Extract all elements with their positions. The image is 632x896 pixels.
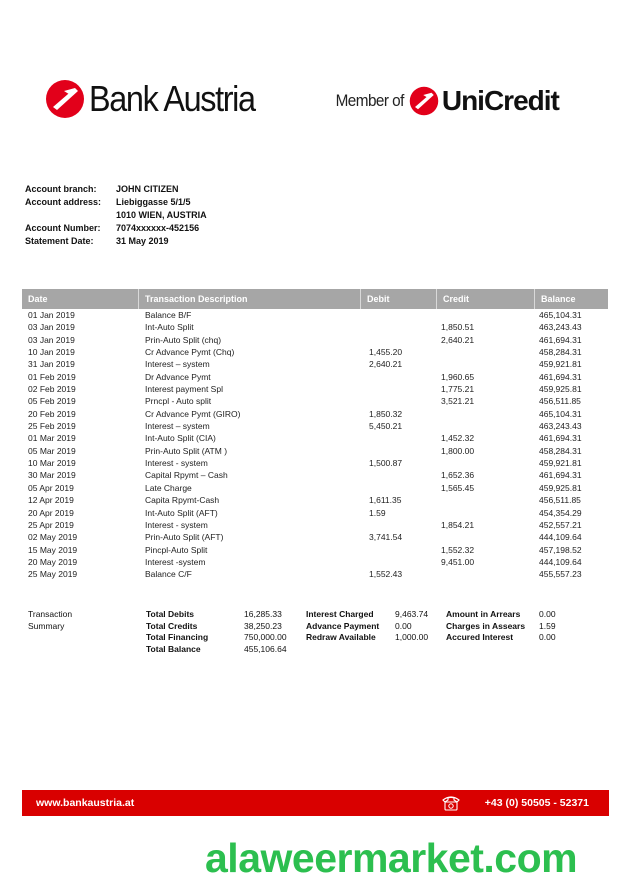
row-date: 05 Mar 2019 xyxy=(28,445,76,456)
table-row xyxy=(22,358,608,370)
row-balance: 461,694.31 xyxy=(539,371,582,382)
summary-label: Amount in Arrears xyxy=(446,609,521,619)
row-description: Late Charge xyxy=(145,482,192,493)
row-balance: 465,104.31 xyxy=(539,408,582,419)
member-of-label: Member of xyxy=(335,91,404,110)
row-balance: 457,198.52 xyxy=(539,544,582,555)
account-details xyxy=(25,183,207,248)
row-description: Cr Advance Pymt (GIRO) xyxy=(145,408,241,419)
watermark-text: alaweermarket.com xyxy=(205,835,578,881)
row-balance: 463,243.43 xyxy=(539,421,582,432)
table-row xyxy=(22,531,608,543)
row-debit: 3,741.54 xyxy=(369,532,403,543)
row-balance: 463,243.43 xyxy=(539,322,582,333)
summary-value: 9,463.74 xyxy=(395,609,429,619)
row-debit: 1.59 xyxy=(369,507,386,518)
row-date: 01 Feb 2019 xyxy=(28,371,76,382)
row-date: 12 Apr 2019 xyxy=(28,495,74,506)
table-row xyxy=(22,321,608,333)
table-row xyxy=(22,383,608,395)
row-credit xyxy=(437,568,535,580)
row-credit xyxy=(437,531,535,543)
row-debit xyxy=(361,482,437,494)
brand-name: Bank Austria xyxy=(89,78,255,119)
field-value: 7074xxxxxx-452156 xyxy=(116,223,200,233)
summary-value: 750,000.00 xyxy=(244,632,287,643)
summary-value: 1.59 xyxy=(539,620,556,631)
row-date: 30 Mar 2019 xyxy=(28,470,76,481)
field-label: Account branch: xyxy=(25,184,97,194)
summary-label: Accured Interest xyxy=(446,632,514,643)
row-debit xyxy=(361,445,437,457)
summary-totals xyxy=(146,609,287,656)
row-description: Dr Advance Pymt xyxy=(145,371,211,382)
summary-item xyxy=(446,621,556,633)
summary-value: 1,000.00 xyxy=(395,632,429,643)
table-row xyxy=(22,371,608,383)
summary-label: Total Credits xyxy=(146,620,198,631)
row-debit: 1,455.20 xyxy=(369,347,403,358)
summary-item xyxy=(306,621,428,633)
row-debit: 2,640.21 xyxy=(369,359,403,370)
row-balance: 461,694.31 xyxy=(539,433,582,444)
row-description: Prin-Auto Split (ATM ) xyxy=(145,445,228,456)
row-description: Prin-Auto Split (AFT) xyxy=(145,532,224,543)
table-row xyxy=(22,457,608,469)
summary-interest xyxy=(306,609,428,644)
row-credit xyxy=(437,507,535,519)
row-credit: 1,850.51 xyxy=(441,322,475,333)
summary-item xyxy=(146,644,287,656)
row-date: 20 May 2019 xyxy=(28,556,78,567)
summary-item xyxy=(446,632,556,644)
row-date: 25 Apr 2019 xyxy=(28,519,74,530)
row-date: 05 Apr 2019 xyxy=(28,482,74,493)
column-header-description: Transaction Description xyxy=(139,289,361,309)
row-balance: 444,109.64 xyxy=(539,532,582,543)
row-credit xyxy=(437,494,535,506)
row-date: 01 Mar 2019 xyxy=(28,433,76,444)
row-date: 03 Jan 2019 xyxy=(28,322,75,333)
row-credit: 1,452.32 xyxy=(441,433,475,444)
row-description: Interest – system xyxy=(145,359,210,370)
column-header-debit: Debit xyxy=(361,289,437,309)
statement-date-row xyxy=(25,235,207,248)
bank-austria-logo xyxy=(45,78,273,120)
summary-value: 0.00 xyxy=(539,609,556,619)
row-description: Pincpl-Auto Split xyxy=(145,544,208,555)
row-description: Interest -system xyxy=(145,556,206,567)
partner-name: UniCredit xyxy=(441,85,559,116)
row-credit: 1,652.36 xyxy=(441,470,475,481)
summary-label: Total Balance xyxy=(146,644,201,655)
account-number-row xyxy=(25,222,207,235)
row-description: Interest payment Spl xyxy=(145,384,223,395)
row-date: 10 Mar 2019 xyxy=(28,458,76,469)
table-row xyxy=(22,519,608,531)
table-row xyxy=(22,494,608,506)
column-header-balance: Balance xyxy=(541,294,576,304)
row-balance: 465,104.31 xyxy=(539,310,582,320)
summary-label: Total Financing xyxy=(146,632,209,643)
summary-label: Redraw Available xyxy=(306,632,376,643)
row-balance: 456,511.85 xyxy=(539,495,581,506)
row-credit: 1,800.00 xyxy=(441,445,475,456)
row-credit xyxy=(437,309,535,321)
summary-item xyxy=(146,621,287,633)
row-balance: 454,354.29 xyxy=(539,507,582,518)
field-label: Statement Date: xyxy=(25,236,94,246)
summary-label: Total Debits xyxy=(146,609,195,619)
telephone-icon xyxy=(441,794,461,815)
row-debit xyxy=(361,321,437,333)
row-description: Interest - system xyxy=(145,458,208,469)
unicredit-logo xyxy=(328,85,559,117)
row-debit xyxy=(361,469,437,481)
column-header-credit: Credit xyxy=(437,289,535,309)
row-balance: 458,284.31 xyxy=(539,347,582,358)
row-description: Interest – system xyxy=(145,421,210,432)
row-debit xyxy=(361,383,437,395)
table-row xyxy=(22,346,608,358)
unicredit-emblem-icon xyxy=(45,79,85,119)
summary-item xyxy=(146,632,287,644)
row-description: Prncpl - Auto split xyxy=(145,396,212,407)
summary-label: Advance Payment xyxy=(306,620,380,631)
summary-value: 16,285.33 xyxy=(244,609,282,619)
row-date: 25 Feb 2019 xyxy=(28,421,76,432)
unicredit-emblem-icon xyxy=(409,86,439,116)
row-credit: 1,565.45 xyxy=(441,482,475,493)
row-debit xyxy=(361,544,437,556)
row-credit: 1,775.21 xyxy=(441,384,475,395)
summary-item xyxy=(446,609,556,621)
row-date: 01 Jan 2019 xyxy=(28,310,75,320)
row-description: Cr Advance Pymt (Chq) xyxy=(145,347,235,358)
summary-title xyxy=(28,609,72,632)
row-debit xyxy=(361,371,437,383)
row-date: 20 Feb 2019 xyxy=(28,408,76,419)
row-balance: 444,109.64 xyxy=(539,556,582,567)
column-header-date: Date xyxy=(22,289,139,309)
field-value: Liebiggasse 5/1/5 xyxy=(116,197,191,207)
row-credit xyxy=(437,457,535,469)
summary-value: 0.00 xyxy=(395,620,412,631)
row-date: 03 Jan 2019 xyxy=(28,334,75,345)
table-row xyxy=(22,568,608,580)
table-row xyxy=(22,334,608,346)
table-row xyxy=(22,482,608,494)
row-description: Capital Rpymt – Cash xyxy=(145,470,228,481)
summary-title-line2: Summary xyxy=(28,620,65,631)
table-row xyxy=(22,469,608,481)
row-balance: 459,921.81 xyxy=(539,359,582,370)
row-credit xyxy=(437,420,535,432)
row-credit: 9,451.00 xyxy=(441,556,475,567)
row-date: 05 Feb 2019 xyxy=(28,396,76,407)
row-description: Interest - system xyxy=(145,519,208,530)
row-date: 02 May 2019 xyxy=(28,532,78,543)
transactions-table xyxy=(22,289,608,581)
row-balance: 456,511.85 xyxy=(539,396,581,407)
row-balance: 459,925.81 xyxy=(539,482,582,493)
row-credit xyxy=(437,358,535,370)
row-debit xyxy=(361,309,437,321)
row-balance: 459,925.81 xyxy=(539,384,582,395)
field-value: 31 May 2019 xyxy=(116,236,169,246)
table-header xyxy=(22,289,608,309)
row-date: 20 Apr 2019 xyxy=(28,507,74,518)
row-description: Prin-Auto Split (chq) xyxy=(145,334,222,345)
summary-label: Charges in Assears xyxy=(446,620,526,631)
account-branch-row xyxy=(25,183,207,196)
row-debit xyxy=(361,395,437,407)
table-row xyxy=(22,556,608,568)
summary-item xyxy=(146,609,287,621)
row-balance: 459,921.81 xyxy=(539,458,582,469)
row-credit: 1,552.32 xyxy=(441,544,475,555)
account-address-row xyxy=(25,196,207,209)
row-date: 02 Feb 2019 xyxy=(28,384,76,395)
phone-number[interactable]: +43 (0) 50505 - 52371 xyxy=(484,797,589,809)
summary-value: 455,106.64 xyxy=(244,644,287,655)
row-description: Capita Rpymt-Cash xyxy=(145,495,220,506)
summary-label: Interest Charged xyxy=(306,609,374,619)
row-credit: 3,521.21 xyxy=(441,396,475,407)
row-credit: 2,640.21 xyxy=(441,334,475,345)
row-date: 10 Jan 2019 xyxy=(28,347,75,358)
row-description: Int-Auto Split xyxy=(145,322,194,333)
footer-bar xyxy=(22,790,609,816)
row-date: 15 May 2019 xyxy=(28,544,78,555)
website-link[interactable]: www.bankaustria.at xyxy=(36,797,135,809)
row-balance: 458,284.31 xyxy=(539,445,582,456)
table-body xyxy=(22,309,608,581)
row-description: Balance C/F xyxy=(145,569,192,580)
row-debit xyxy=(361,334,437,346)
row-credit: 1,960.65 xyxy=(441,371,475,382)
row-balance: 461,694.31 xyxy=(539,334,582,345)
row-credit xyxy=(437,346,535,358)
row-credit xyxy=(437,408,535,420)
row-description: Balance B/F xyxy=(145,310,192,320)
summary-value: 38,250.23 xyxy=(244,620,282,631)
table-row xyxy=(22,507,608,519)
summary-title-line1: Transaction xyxy=(28,609,73,619)
table-row xyxy=(22,408,608,420)
row-debit xyxy=(361,519,437,531)
table-row xyxy=(22,395,608,407)
row-debit: 1,850.32 xyxy=(369,408,403,419)
row-description: Int-Auto Split (CIA) xyxy=(145,433,216,444)
summary-arrears xyxy=(446,609,556,644)
summary-item xyxy=(306,609,428,621)
row-balance: 455,557.23 xyxy=(539,569,582,580)
summary-item xyxy=(306,632,428,644)
field-label: Account address: xyxy=(25,197,102,207)
row-debit: 1,611.35 xyxy=(369,495,402,506)
table-row xyxy=(22,432,608,444)
field-value: JOHN CITIZEN xyxy=(116,184,179,194)
account-address-row-2 xyxy=(25,209,207,222)
row-debit: 1,552.43 xyxy=(369,569,403,580)
row-balance: 461,694.31 xyxy=(539,470,582,481)
row-debit xyxy=(361,556,437,568)
row-debit xyxy=(361,432,437,444)
field-label: Account Number: xyxy=(25,223,101,233)
row-date: 31 Jan 2019 xyxy=(28,359,75,370)
table-row xyxy=(22,544,608,556)
row-debit: 1,500.87 xyxy=(369,458,403,469)
row-date: 25 May 2019 xyxy=(28,569,78,580)
table-row xyxy=(22,309,608,321)
summary-value: 0.00 xyxy=(539,632,556,643)
row-balance: 452,557.21 xyxy=(539,519,582,530)
row-credit: 1,854.21 xyxy=(441,519,475,530)
field-label xyxy=(25,209,116,222)
row-description: Int-Auto Split (AFT) xyxy=(145,507,218,518)
table-row xyxy=(22,445,608,457)
field-value: 1010 WIEN, AUSTRIA xyxy=(116,210,207,220)
row-debit: 5,450.21 xyxy=(369,421,403,432)
table-row xyxy=(22,420,608,432)
